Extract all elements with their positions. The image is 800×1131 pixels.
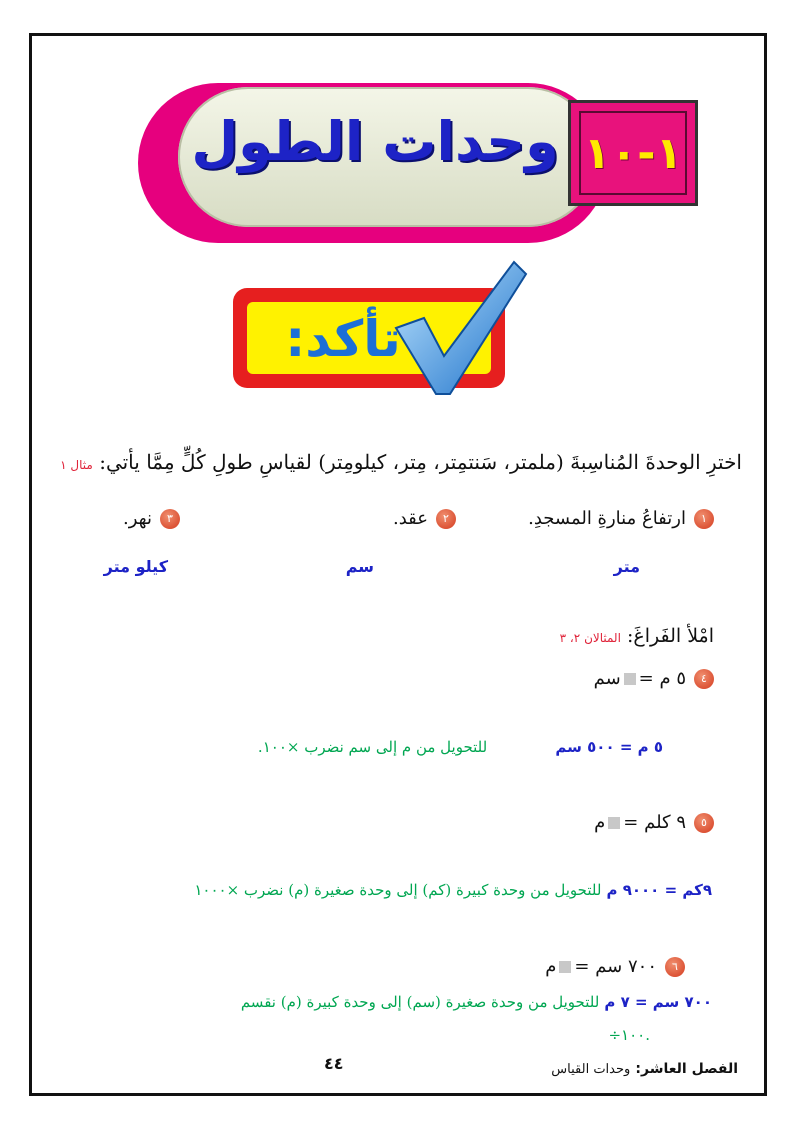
note-4: للتحويل من م إلى سم نضرب ×١٠٠. [257, 738, 488, 756]
answer-6: ٧٠٠ سم = ٧ م [604, 993, 712, 1011]
question-number-badge: ٤ [694, 669, 714, 689]
answer-4: ٥ م = ٥٠٠ سم [555, 738, 663, 756]
page-footer [551, 1058, 738, 1077]
item-number-badge: ١ [694, 509, 714, 529]
checkmark-icon [386, 256, 536, 406]
blank-box [624, 673, 636, 685]
answer-5-line [194, 880, 712, 899]
answer-4-line [258, 737, 663, 756]
lesson-title: وحدات الطول [191, 110, 559, 173]
exercise1-instruction-text: اخترِ الوحدةَ المُناسِبةَ (ملمتر، سَنتمِتر، مِتر، كيلومِتر) لقياسِ طولِ كُلٍّ مِمَّا يأتي: [99, 450, 742, 474]
exercise1-item-3 [123, 508, 180, 529]
note-5: للتحويل من وحدة كبيرة (كم) إلى وحدة صغيرة (م) نضرب ×١٠٠٠ [194, 881, 602, 899]
confirm-header-label: تأكد: [285, 310, 401, 368]
exercise1-item-2 [393, 508, 456, 529]
question-left: ٩ كلم = [623, 812, 686, 833]
item-text: نهر. [123, 508, 152, 529]
question-left: ٥ م = [638, 668, 686, 689]
question-number-badge: ٥ [694, 813, 714, 833]
blank-box [608, 817, 620, 829]
exercise2-instruction-text: امْلأ الفَراغَ: [626, 625, 714, 647]
answer-1: متر [613, 557, 640, 576]
footer-chapter: الفصل العاشر: [635, 1061, 738, 1077]
exercise2-instruction [560, 625, 714, 647]
question-number-badge: ٦ [665, 957, 685, 977]
question-unit: سم [593, 668, 621, 689]
answer-5: ٩كم = ٩٠٠٠ م [606, 881, 712, 899]
lesson-number-badge [568, 100, 698, 206]
answer-2: سم [345, 557, 374, 576]
exercise1-item-1 [528, 508, 714, 529]
question-5 [594, 812, 714, 833]
answer-3: كيلو متر [103, 557, 168, 576]
item-text: عقد. [392, 508, 428, 529]
question-4 [594, 668, 714, 689]
blank-box [559, 961, 571, 973]
item-number-badge: ٢ [436, 509, 456, 529]
answer-6-line [241, 992, 712, 1011]
question-6 [545, 956, 685, 977]
item-text: ارتفاعُ منارةِ المسجدِ. [528, 508, 686, 529]
footer-subject: وحدات القياس [551, 1062, 631, 1077]
lesson-number: ١-١٠ [579, 111, 687, 195]
page-number: ٤٤ [324, 1054, 344, 1073]
question-unit: م [545, 956, 557, 977]
exercise1-instruction [60, 450, 742, 474]
question-unit: م [594, 812, 606, 833]
note-6-continued: ÷١٠٠. [608, 1026, 650, 1044]
question-left: ٧٠٠ سم = [574, 956, 657, 977]
item-number-badge: ٣ [160, 509, 180, 529]
exercise1-ref: مثال ١ [60, 458, 93, 472]
note-6: للتحويل من وحدة صغيرة (سم) إلى وحدة كبيرة (م) نقسم [240, 993, 600, 1011]
exercise2-ref: المثالان ٢، ٣ [559, 631, 621, 645]
